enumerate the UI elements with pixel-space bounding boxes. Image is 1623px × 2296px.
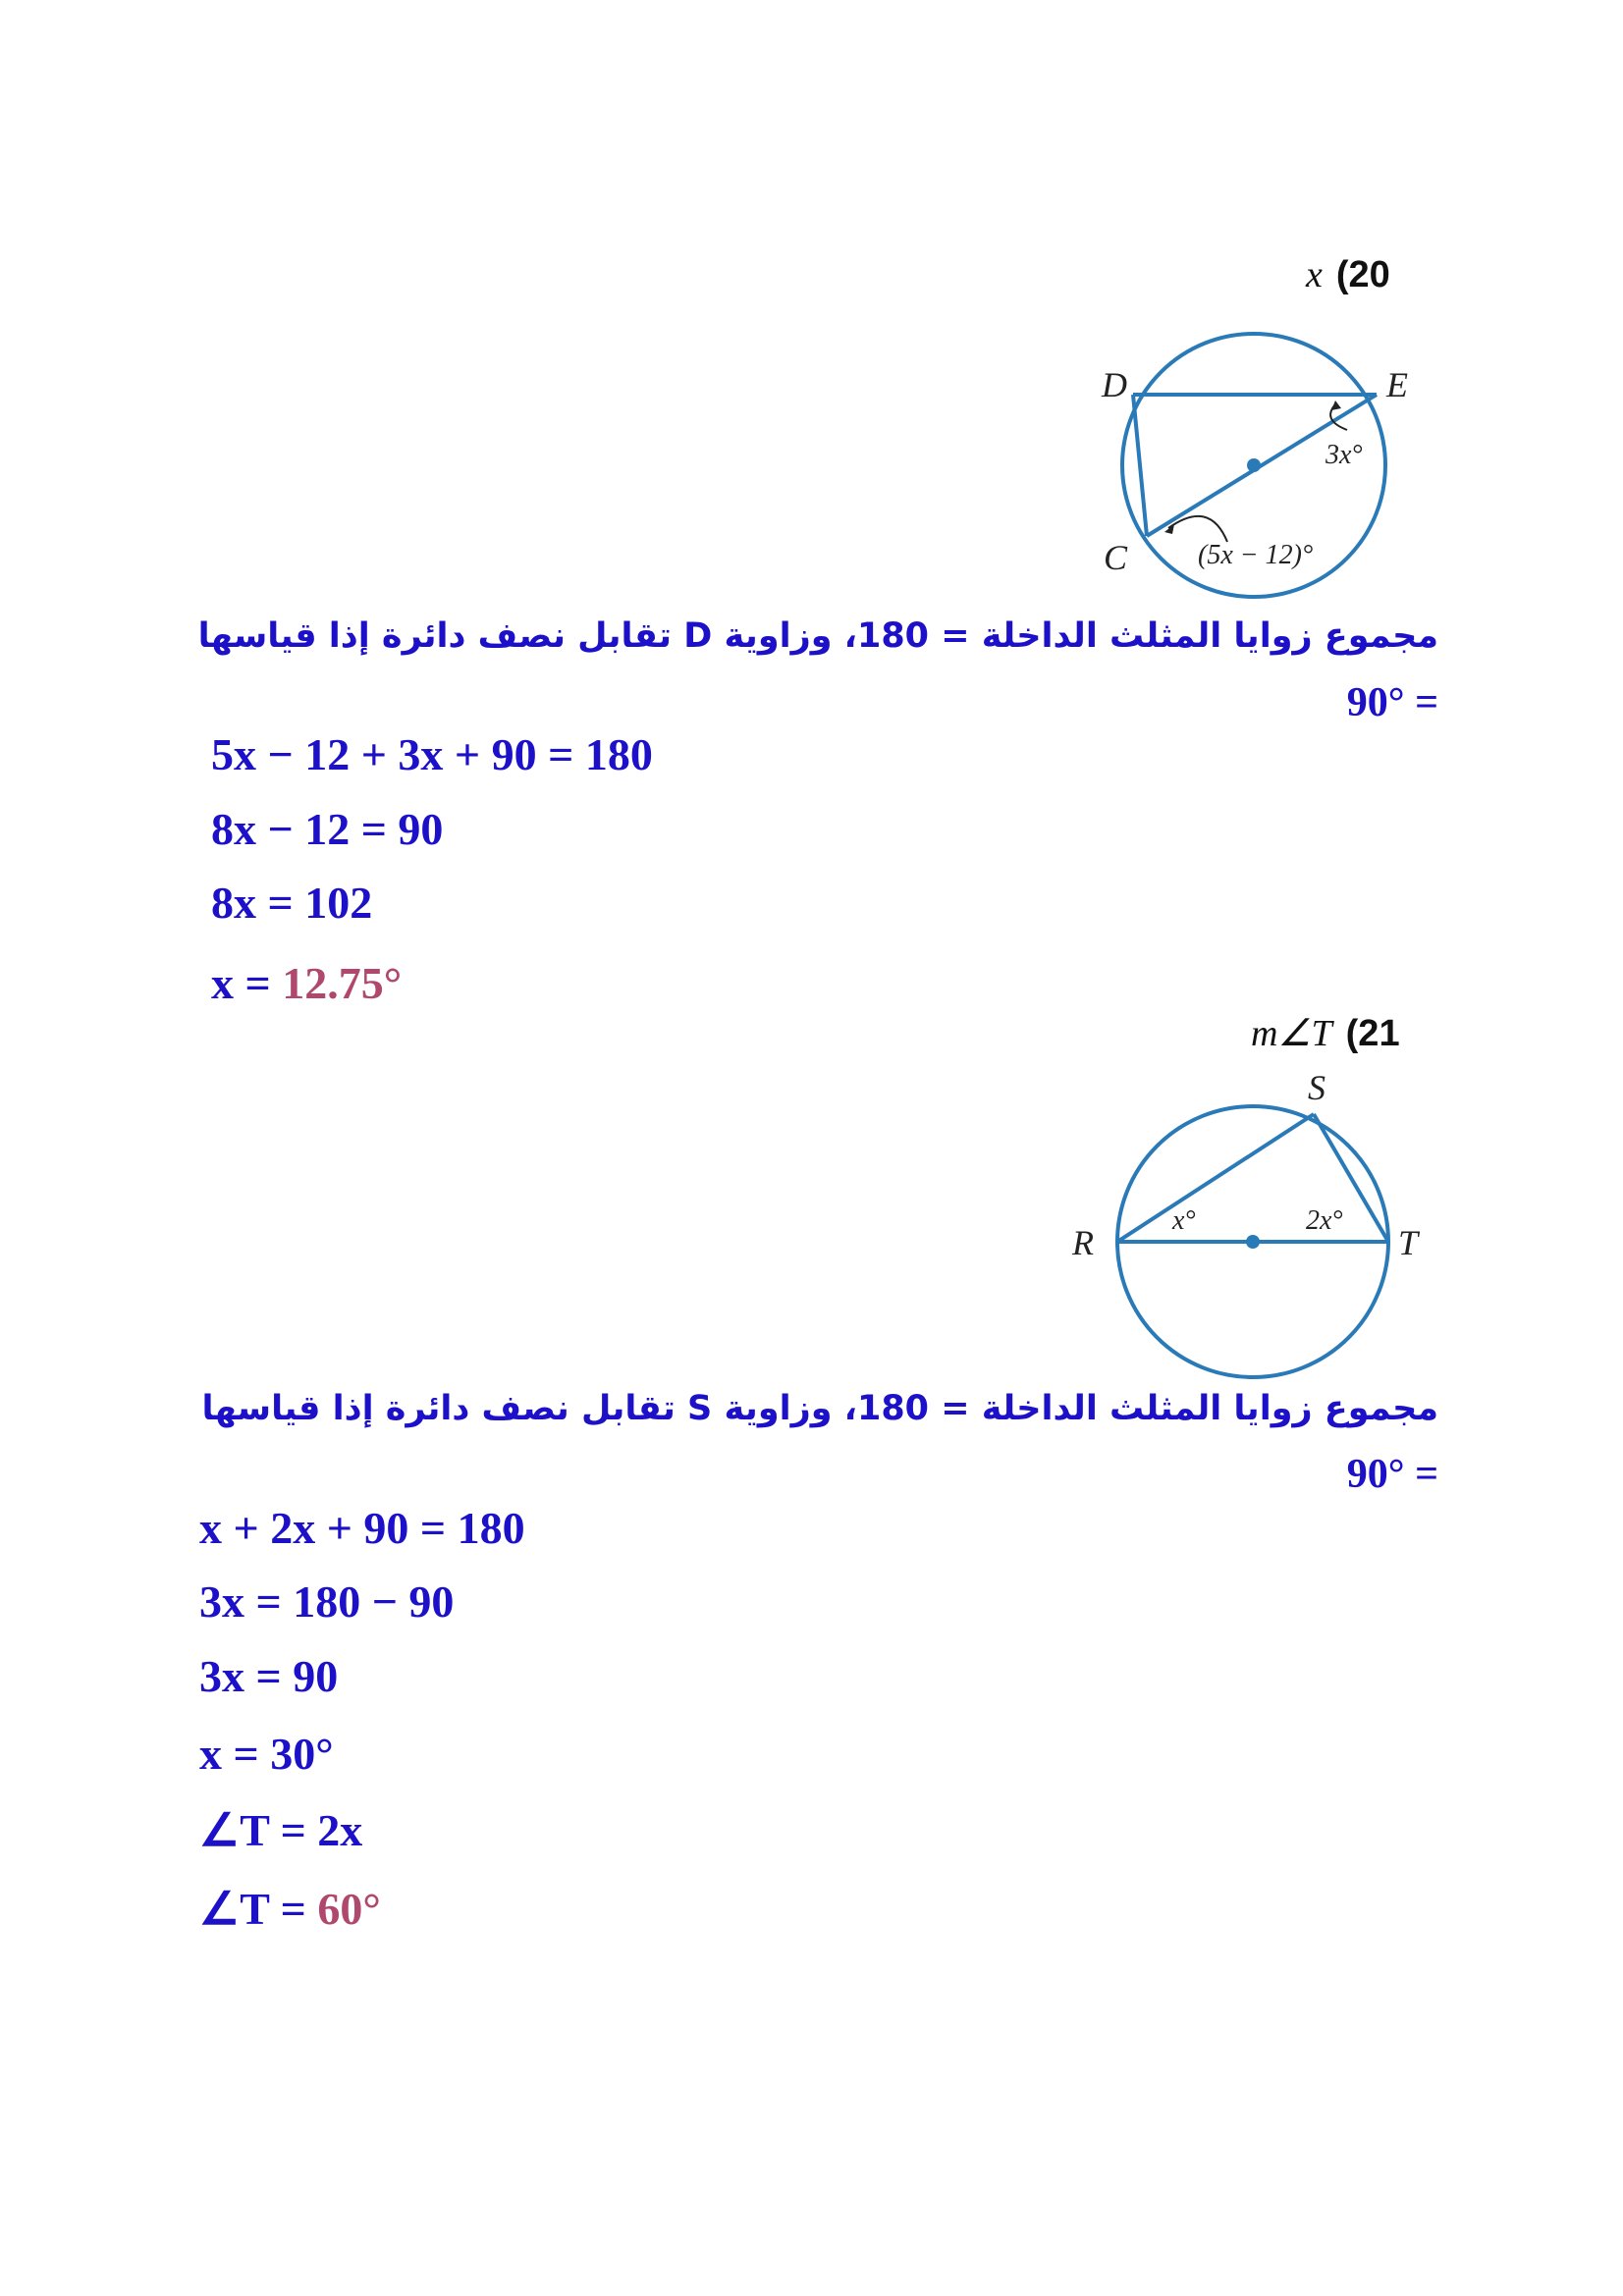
q21-center-dot — [1246, 1235, 1260, 1249]
q20-figure — [1090, 314, 1424, 609]
q21-final-prefix: ∠T = — [199, 1884, 318, 1934]
q20-angle-c: (5x − 12)° — [1198, 540, 1314, 570]
q20-final-answer: 12.75° — [282, 958, 403, 1008]
q21-variable: m∠T — [1251, 1013, 1332, 1054]
q21-angle-t: 2x° — [1306, 1205, 1343, 1236]
q20-label-c: C — [1104, 538, 1128, 577]
q21-step-5: ∠T = 2x — [199, 1805, 363, 1855]
q20-center-dot — [1247, 458, 1261, 472]
q21-step-3: 3x = 90 — [199, 1651, 339, 1701]
q20-step-3: 8x = 102 — [211, 878, 373, 928]
q21-step-4: x = 30° — [199, 1729, 334, 1779]
q21-label-s: S — [1308, 1070, 1325, 1107]
q20-explanation-line1: مجموع زوايا المثلث الداخلة = 180، وزاوية D تقابل نصف دائرة إذا قياسها — [197, 616, 1438, 656]
q21-angle-r: x° — [1172, 1205, 1196, 1236]
q20-final — [211, 957, 402, 1009]
q21-figure — [1060, 1070, 1453, 1394]
q21-chord-rs — [1117, 1114, 1314, 1242]
q20-angle-e: 3x° — [1325, 440, 1363, 470]
q21-step-2: 3x = 180 − 90 — [199, 1576, 455, 1627]
q20-heading — [1306, 253, 1390, 296]
q21-label-r: R — [1072, 1223, 1094, 1262]
q20-step-2: 8x − 12 = 90 — [211, 804, 444, 854]
q21-final — [199, 1882, 381, 1935]
q20-label-e: E — [1386, 365, 1408, 404]
q21-explanation-line2: = 90° — [1346, 1452, 1438, 1497]
q20-chord-dc — [1133, 395, 1147, 536]
q20-explanation-line2: = 90° — [1346, 680, 1438, 725]
q20-number: (20 — [1335, 254, 1390, 295]
q20-final-prefix: x = — [211, 958, 283, 1008]
q21-explanation-line1: مجموع زوايا المثلث الداخلة = 180، وزاوية S تقابل نصف دائرة إذا قياسها — [201, 1389, 1438, 1428]
q20-variable: x — [1306, 254, 1323, 295]
q20-step-1: 5x − 12 + 3x + 90 = 180 — [211, 729, 653, 779]
q21-final-answer: 60° — [317, 1884, 381, 1934]
q21-label-t: T — [1398, 1223, 1419, 1262]
q20-arrow-c — [1168, 516, 1227, 542]
q21-heading — [1251, 1011, 1400, 1055]
q21-number: (21 — [1345, 1013, 1400, 1054]
q20-label-d: D — [1102, 365, 1127, 404]
q21-step-1: x + 2x + 90 = 180 — [199, 1503, 525, 1553]
